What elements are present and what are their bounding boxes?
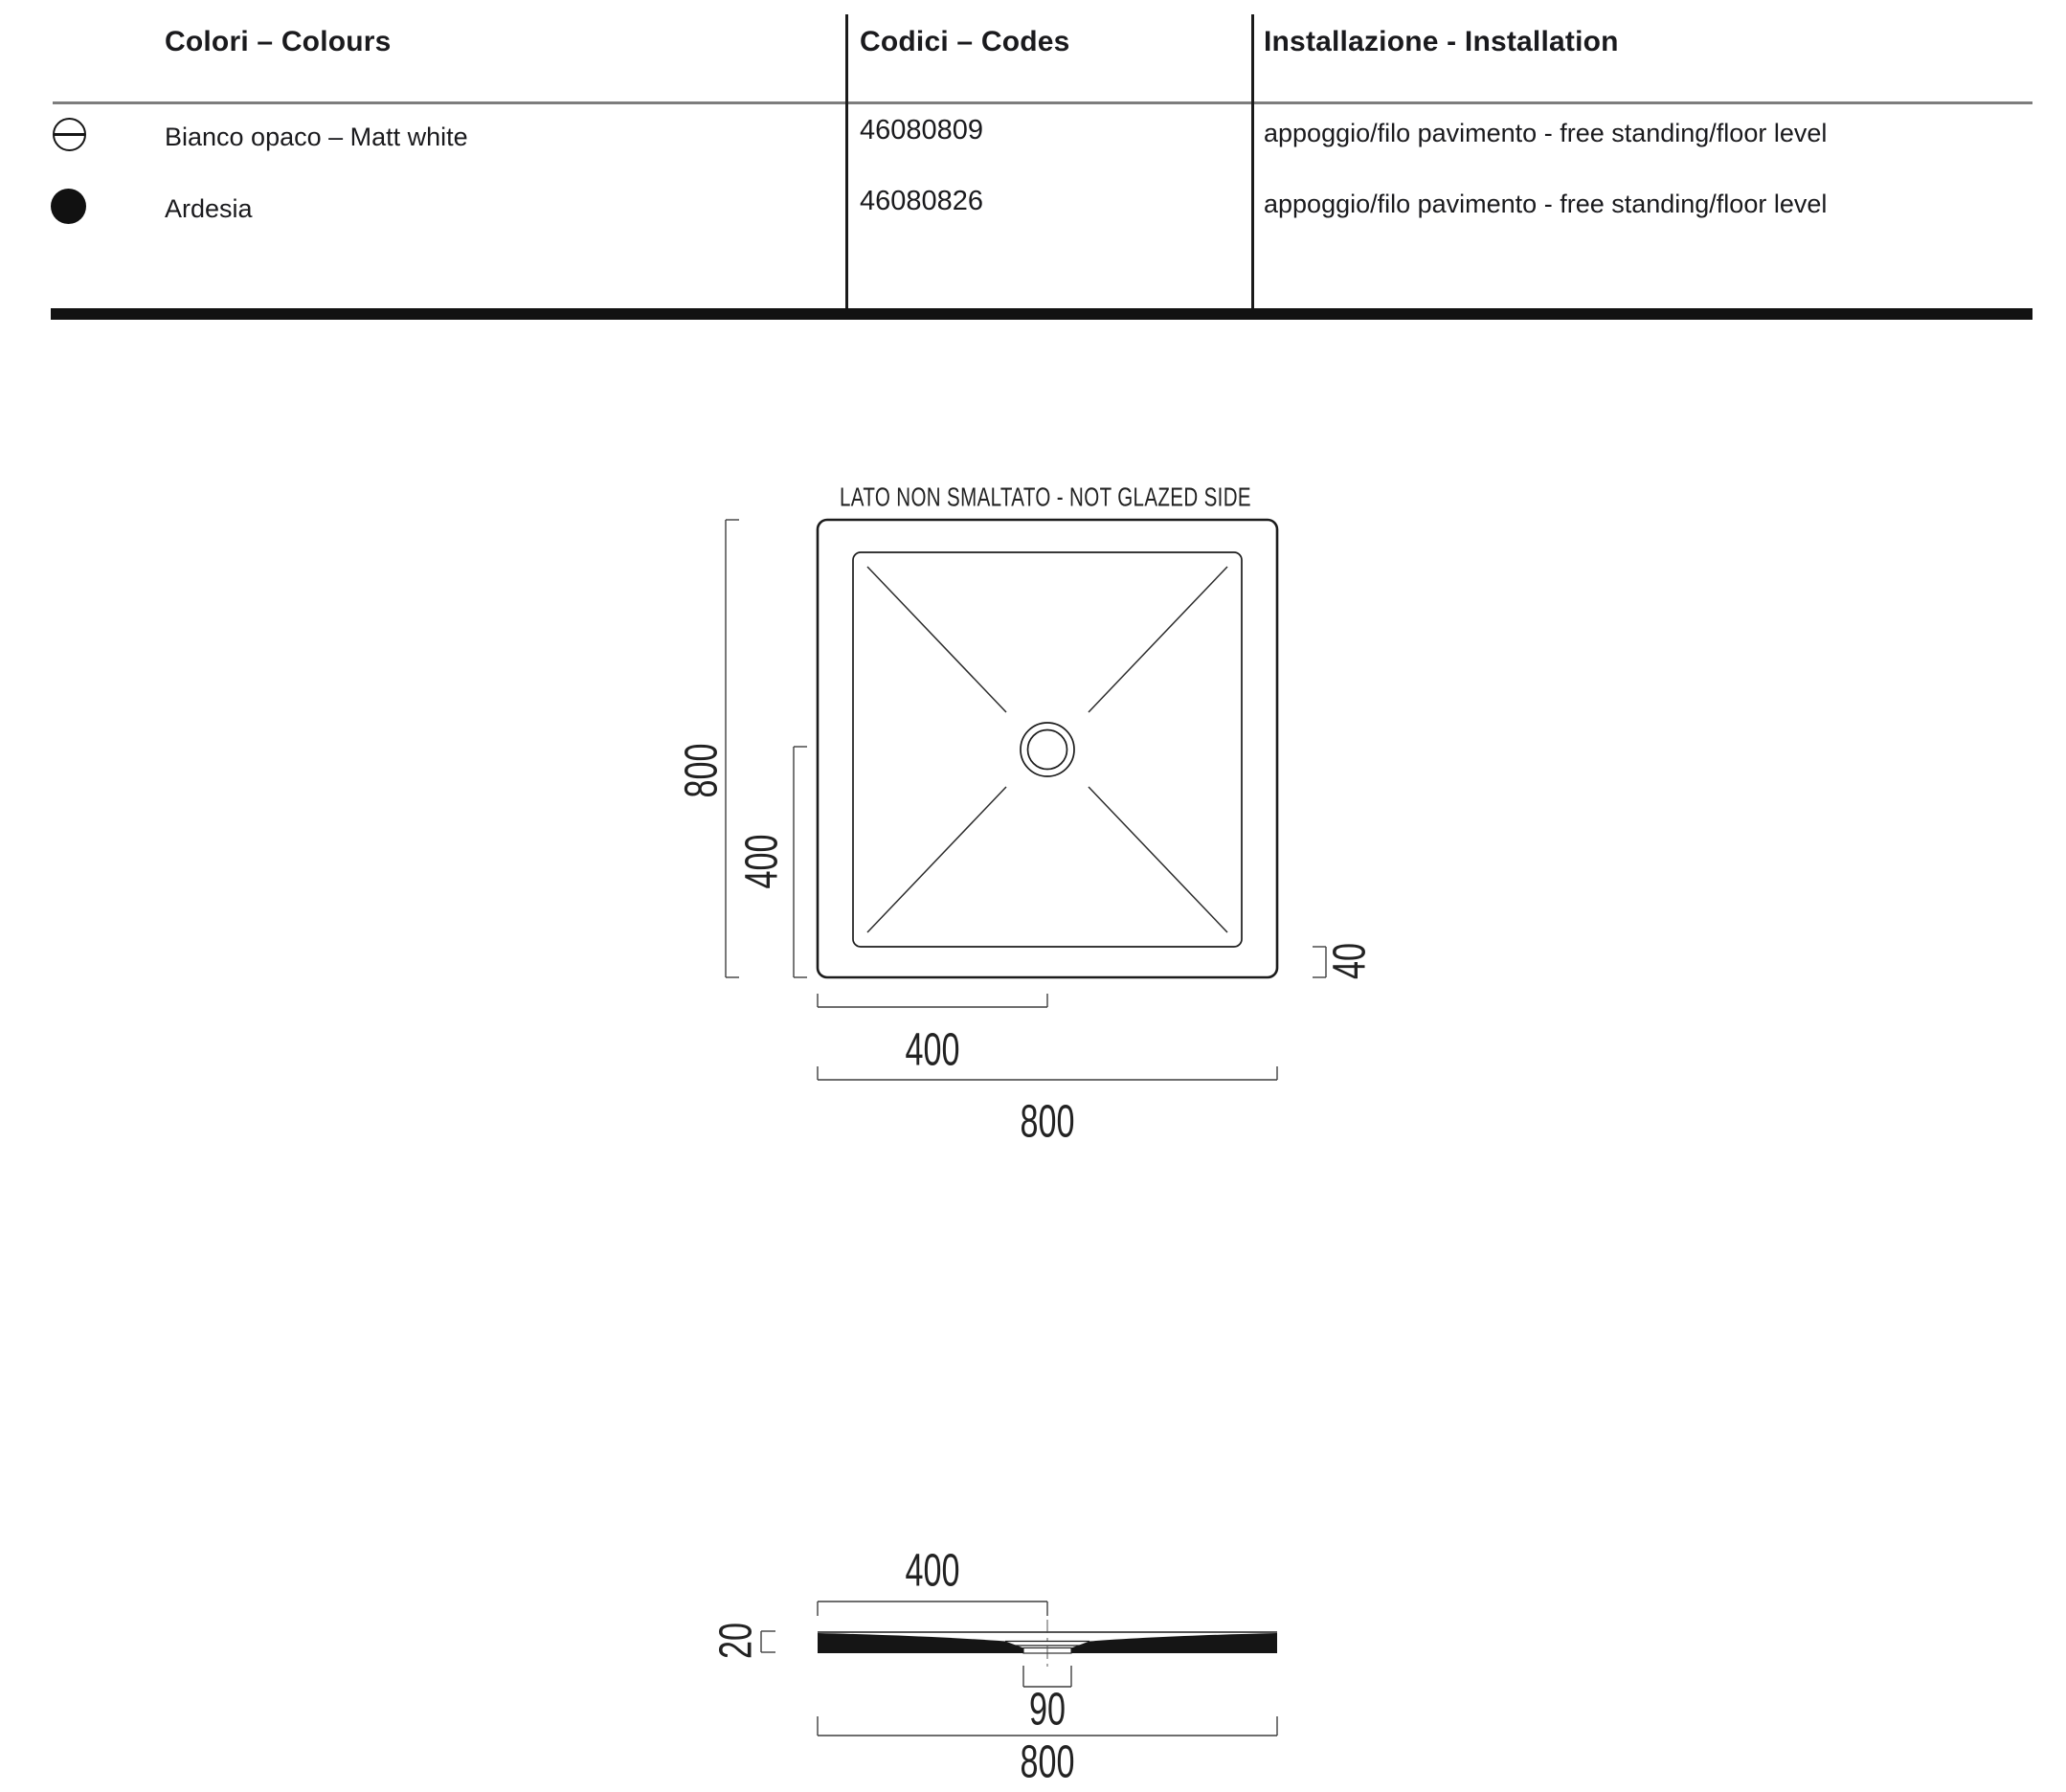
dim-label-20-height: 20 [710,1607,762,1659]
product-code: 46080809 [860,115,984,146]
section-view [711,1546,1278,1788]
plan-view-title: LATO NON SMALTATO - NOT GLAZED SIDE [840,482,1251,512]
installation-type: appoggio/filo pavimento - free standing/floor level [1264,119,1828,147]
section-dimension-lines [761,1602,1277,1736]
installation-type: appoggio/filo pavimento - free standing/floor level [1264,190,1828,218]
dim-label-800-bottom: 800 [1020,1096,1075,1148]
column-header-installation: Installazione - Installation [1264,26,1619,57]
plan-view [677,482,1376,1148]
drain-circle-icon [1021,723,1074,776]
product-code: 46080826 [860,186,984,216]
color-name: Ardesia [165,194,253,223]
plan-dimension-labels [676,721,1376,1148]
dim-label-800-section: 800 [1020,1736,1075,1788]
dim-label-400-bottom: 400 [905,1024,960,1076]
section-dimension-labels [711,1546,1075,1788]
dim-label-400-left: 400 [736,812,788,889]
dim-label-800-left: 800 [676,721,728,798]
plan-dimension-lines [726,520,1326,1080]
dim-label-90-drain: 90 [1029,1684,1066,1736]
column-header-codes: Codici – Codes [860,26,1070,57]
dim-label-400-section: 400 [905,1545,960,1597]
tray-outer-edge [818,520,1277,977]
slope-diagonals [867,567,1227,932]
color-name: Bianco opaco – Matt white [165,123,468,151]
dim-label-40-rim: 40 [1324,928,1376,979]
tray-inner-edge [853,552,1242,947]
column-header-colors: Colori – Colours [165,26,392,57]
